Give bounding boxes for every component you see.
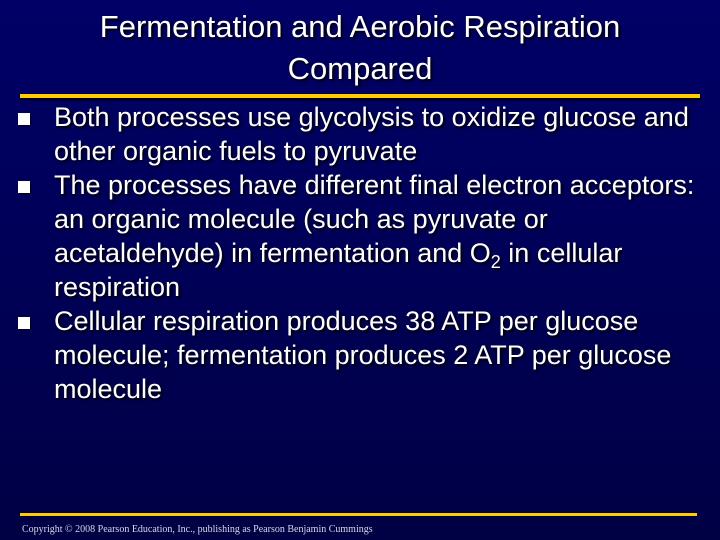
bullet-text: Cellular respiration produces 38 ATP per glucose molecule; fermentation produces 2 ATP per glucose molecule: [54, 306, 672, 404]
bullet-item-electron-acceptors: [18, 168, 708, 304]
square-bullet-icon: [18, 181, 30, 193]
bullet-item-glycolysis: [18, 100, 708, 168]
bullet-list: [18, 100, 708, 406]
copyright-notice: Copyright © 2008 Pearson Education, Inc., publishing as Pearson Benjamin Cummings: [22, 524, 373, 535]
bullet-text: Both processes use glycolysis to oxidize glucose and other organic fuels to pyruvate: [54, 102, 689, 166]
square-bullet-icon: [18, 317, 30, 329]
bullet-text-before: The processes have different final electron acceptors: an organic molecule (such as pyruvate or acetaldehyde) in fermentation and O: [54, 170, 695, 268]
slide-title: [10, 6, 710, 90]
title-line-2: Compared: [287, 51, 433, 86]
bullet-text-after: in cellular respiration: [54, 238, 623, 302]
subscript-2: 2: [490, 252, 501, 272]
square-bullet-icon: [18, 113, 30, 125]
footer-divider: [20, 513, 697, 516]
title-line-1: Fermentation and Aerobic Respiration: [99, 9, 621, 44]
bullet-item-atp-yield: [18, 304, 708, 406]
title-divider: [20, 94, 700, 98]
